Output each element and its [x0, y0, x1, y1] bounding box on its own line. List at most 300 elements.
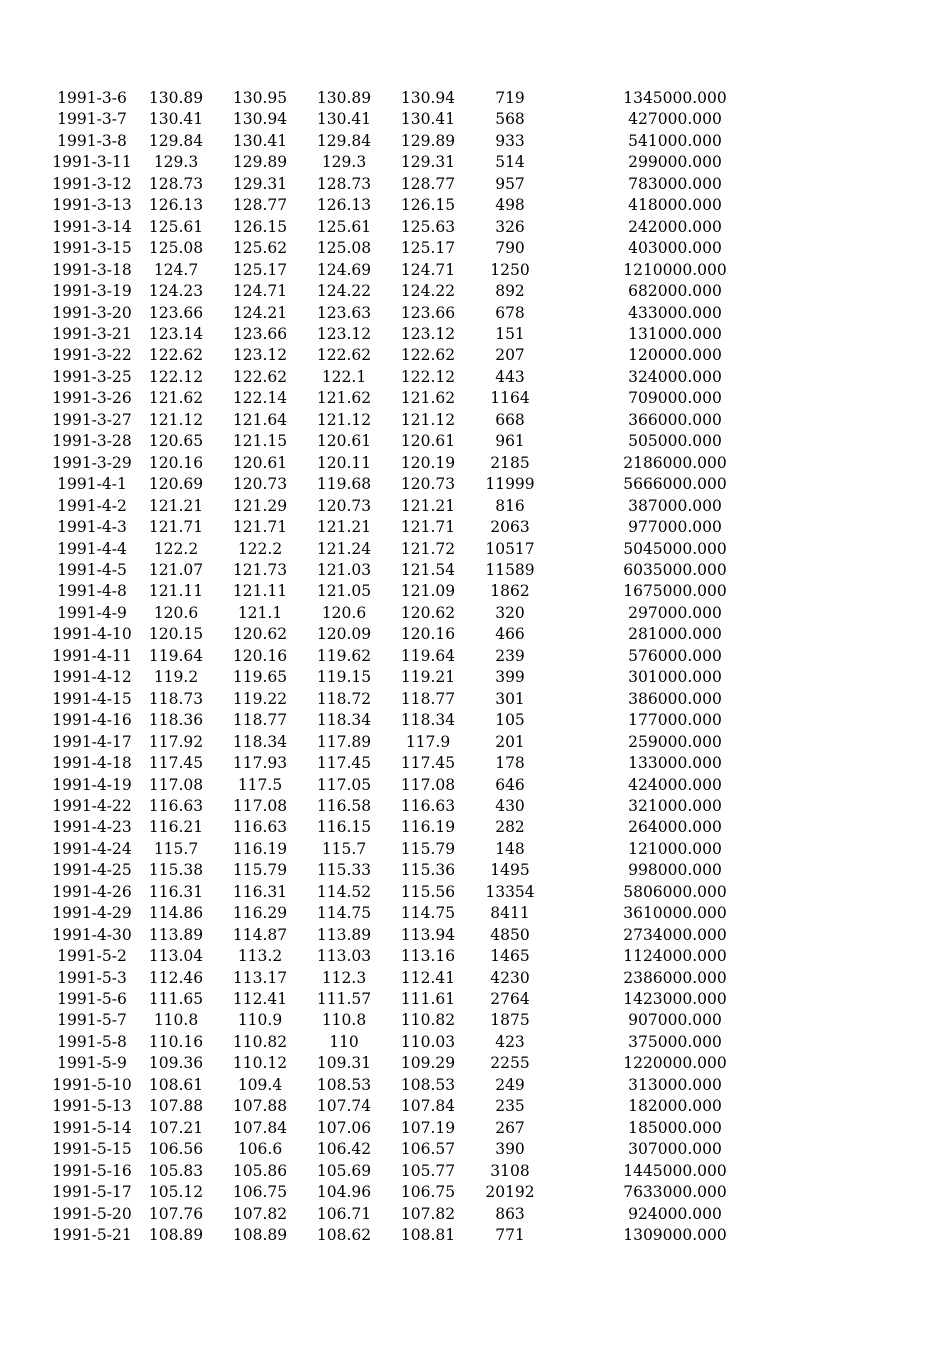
row-margin — [0, 345, 50, 366]
volume-cell: 2063 — [490, 518, 530, 537]
close-cell: 106.75 — [400, 1183, 456, 1202]
open-cell: 120.69 — [148, 475, 204, 494]
date-cell: 1991-4-8 — [57, 582, 127, 601]
amount-cell: 6035000.000 — [623, 560, 727, 579]
price-table — [0, 88, 950, 1246]
high-cell: 121.1 — [237, 603, 283, 622]
date-cell: 1991-4-2 — [57, 496, 127, 515]
high-cell: 121.64 — [232, 410, 288, 429]
high-cell: 107.88 — [232, 1097, 288, 1116]
open-cell: 122.12 — [148, 367, 204, 386]
row-margin — [0, 1204, 50, 1225]
amount-cell: 259000.000 — [628, 732, 722, 751]
high-cell: 123.66 — [232, 324, 288, 343]
amount-cell: 299000.000 — [628, 153, 722, 172]
row-margin — [0, 410, 50, 431]
amount-cell: 386000.000 — [628, 689, 722, 708]
volume-cell: 668 — [495, 410, 525, 429]
amount-cell: 5806000.000 — [623, 882, 727, 901]
volume-cell: 390 — [495, 1140, 525, 1159]
open-cell: 120.6 — [153, 603, 199, 622]
high-cell: 116.31 — [232, 882, 288, 901]
row-margin — [800, 968, 950, 989]
table-row — [0, 174, 950, 195]
high-cell: 122.62 — [232, 367, 288, 386]
close-cell: 130.94 — [400, 89, 456, 107]
table-row — [0, 903, 950, 924]
date-cell: 1991-4-22 — [52, 796, 132, 815]
low-cell: 115.33 — [316, 861, 372, 880]
volume-cell: 326 — [495, 217, 525, 236]
high-cell: 128.77 — [232, 196, 288, 215]
row-margin — [0, 324, 50, 345]
table-row — [0, 796, 950, 817]
row-margin — [0, 946, 50, 967]
low-cell: 130.41 — [316, 110, 372, 129]
date-cell: 1991-4-26 — [52, 882, 132, 901]
row-margin — [800, 1139, 950, 1160]
amount-cell: 1220000.000 — [623, 1054, 727, 1073]
table-row — [0, 388, 950, 409]
close-cell: 120.61 — [400, 432, 456, 451]
table-row — [0, 131, 950, 152]
table-row — [0, 260, 950, 281]
row-margin — [800, 517, 950, 538]
row-margin — [0, 1053, 50, 1074]
low-cell: 120.61 — [316, 432, 372, 451]
date-cell: 1991-5-7 — [57, 1011, 127, 1030]
row-margin — [800, 109, 950, 130]
row-margin — [0, 646, 50, 667]
volume-cell: 320 — [495, 603, 525, 622]
row-margin — [0, 496, 50, 517]
high-cell: 115.79 — [232, 861, 288, 880]
open-cell: 115.7 — [153, 839, 199, 858]
table-row — [0, 710, 950, 731]
date-cell: 1991-3-20 — [52, 303, 132, 322]
open-cell: 113.89 — [148, 925, 204, 944]
date-cell: 1991-4-11 — [52, 646, 132, 665]
low-cell: 128.73 — [316, 174, 372, 193]
open-cell: 130.41 — [148, 110, 204, 129]
table-row — [0, 1204, 950, 1225]
row-margin — [800, 667, 950, 688]
volume-cell: 235 — [495, 1097, 525, 1116]
close-cell: 121.54 — [400, 560, 456, 579]
row-margin — [800, 732, 950, 753]
row-margin — [0, 367, 50, 388]
low-cell: 119.68 — [316, 475, 372, 494]
row-margin — [0, 1161, 50, 1182]
low-cell: 111.57 — [316, 990, 372, 1009]
date-cell: 1991-4-23 — [52, 818, 132, 837]
date-cell: 1991-4-9 — [57, 603, 127, 622]
close-cell: 125.63 — [400, 217, 456, 236]
amount-cell: 924000.000 — [628, 1204, 722, 1223]
row-margin — [800, 131, 950, 152]
date-cell: 1991-3-14 — [52, 217, 132, 236]
open-cell: 120.65 — [148, 432, 204, 451]
row-margin — [800, 1182, 950, 1203]
close-cell: 129.89 — [400, 131, 456, 150]
volume-cell: 1862 — [490, 582, 530, 601]
row-margin — [800, 882, 950, 903]
open-cell: 116.21 — [148, 818, 204, 837]
row-margin — [0, 431, 50, 452]
table-row — [0, 324, 950, 345]
amount-cell: 1423000.000 — [623, 990, 727, 1009]
table-row — [0, 603, 950, 624]
close-cell: 105.77 — [400, 1161, 456, 1180]
close-cell: 121.62 — [400, 389, 456, 408]
row-margin — [0, 903, 50, 924]
amount-cell: 321000.000 — [628, 796, 722, 815]
amount-cell: 709000.000 — [628, 389, 722, 408]
amount-cell: 133000.000 — [628, 754, 722, 773]
date-cell: 1991-3-22 — [52, 346, 132, 365]
volume-cell: 430 — [495, 796, 525, 815]
date-cell: 1991-4-3 — [57, 518, 127, 537]
close-cell: 120.19 — [400, 453, 456, 472]
amount-cell: 301000.000 — [628, 668, 722, 687]
close-cell: 107.82 — [400, 1204, 456, 1223]
row-margin — [800, 989, 950, 1010]
amount-cell: 576000.000 — [628, 646, 722, 665]
low-cell: 113.03 — [316, 947, 372, 966]
high-cell: 106.75 — [232, 1183, 288, 1202]
high-cell: 116.29 — [232, 904, 288, 923]
table-row — [0, 775, 950, 796]
volume-cell: 201 — [495, 732, 525, 751]
close-cell: 110.82 — [400, 1011, 456, 1030]
low-cell: 129.3 — [321, 153, 367, 172]
row-margin — [0, 152, 50, 173]
close-cell: 119.21 — [400, 668, 456, 687]
row-margin — [0, 453, 50, 474]
high-cell: 119.65 — [232, 668, 288, 687]
low-cell: 126.13 — [316, 196, 372, 215]
table-row — [0, 1139, 950, 1160]
open-cell: 119.64 — [148, 646, 204, 665]
close-cell: 117.45 — [400, 754, 456, 773]
open-cell: 116.63 — [148, 796, 204, 815]
close-cell: 126.15 — [400, 196, 456, 215]
table-row — [0, 925, 950, 946]
amount-cell: 281000.000 — [628, 625, 722, 644]
close-cell: 121.21 — [400, 496, 456, 515]
row-margin — [0, 753, 50, 774]
high-cell: 121.11 — [232, 582, 288, 601]
amount-cell: 185000.000 — [628, 1118, 722, 1137]
close-cell: 115.79 — [400, 839, 456, 858]
table-row — [0, 817, 950, 838]
high-cell: 120.61 — [232, 453, 288, 472]
open-cell: 117.45 — [148, 754, 204, 773]
volume-cell: 2185 — [490, 453, 530, 472]
open-cell: 112.46 — [148, 968, 204, 987]
high-cell: 124.21 — [232, 303, 288, 322]
open-cell: 129.84 — [148, 131, 204, 150]
low-cell: 123.63 — [316, 303, 372, 322]
row-margin — [800, 260, 950, 281]
table-row — [0, 1096, 950, 1117]
low-cell: 110 — [329, 1032, 359, 1051]
high-cell: 129.31 — [232, 174, 288, 193]
date-cell: 1991-3-18 — [52, 260, 132, 279]
table-row — [0, 1118, 950, 1139]
volume-cell: 301 — [495, 689, 525, 708]
table-row — [0, 560, 950, 581]
table-row — [0, 410, 950, 431]
volume-cell: 568 — [495, 110, 525, 129]
open-cell: 121.62 — [148, 389, 204, 408]
amount-cell: 264000.000 — [628, 818, 722, 837]
low-cell: 124.69 — [316, 260, 372, 279]
date-cell: 1991-5-6 — [57, 990, 127, 1009]
volume-cell: 2255 — [490, 1054, 530, 1073]
open-cell: 106.56 — [148, 1140, 204, 1159]
close-cell: 115.56 — [400, 882, 456, 901]
row-margin — [800, 925, 950, 946]
date-cell: 1991-3-28 — [52, 432, 132, 451]
high-cell: 110.82 — [232, 1032, 288, 1051]
high-cell: 107.84 — [232, 1118, 288, 1137]
row-margin — [800, 388, 950, 409]
low-cell: 120.73 — [316, 496, 372, 515]
high-cell: 117.93 — [232, 754, 288, 773]
high-cell: 110.12 — [232, 1054, 288, 1073]
date-cell: 1991-4-1 — [57, 475, 127, 494]
row-margin — [0, 732, 50, 753]
close-cell: 109.29 — [400, 1054, 456, 1073]
low-cell: 115.7 — [321, 839, 367, 858]
row-margin — [800, 539, 950, 560]
table-row — [0, 624, 950, 645]
close-cell: 122.12 — [400, 367, 456, 386]
date-cell: 1991-3-6 — [57, 89, 127, 107]
table-row — [0, 367, 950, 388]
low-cell: 110.8 — [321, 1011, 367, 1030]
amount-cell: 433000.000 — [628, 303, 722, 322]
volume-cell: 239 — [495, 646, 525, 665]
close-cell: 128.77 — [400, 174, 456, 193]
close-cell: 113.94 — [400, 925, 456, 944]
date-cell: 1991-3-8 — [57, 131, 127, 150]
row-margin — [800, 903, 950, 924]
date-cell: 1991-5-13 — [52, 1097, 132, 1116]
low-cell: 120.6 — [321, 603, 367, 622]
row-margin — [0, 817, 50, 838]
date-cell: 1991-3-19 — [52, 282, 132, 301]
row-margin — [0, 539, 50, 560]
close-cell: 111.61 — [400, 990, 456, 1009]
low-cell: 123.12 — [316, 324, 372, 343]
amount-cell: 324000.000 — [628, 367, 722, 386]
open-cell: 108.61 — [148, 1075, 204, 1094]
open-cell: 120.15 — [148, 625, 204, 644]
volume-cell: 443 — [495, 367, 525, 386]
volume-cell: 957 — [495, 174, 525, 193]
high-cell: 120.73 — [232, 475, 288, 494]
close-cell: 112.41 — [400, 968, 456, 987]
amount-cell: 427000.000 — [628, 110, 722, 129]
volume-cell: 1875 — [490, 1011, 530, 1030]
table-row — [0, 646, 950, 667]
row-margin — [0, 860, 50, 881]
volume-cell: 790 — [495, 239, 525, 258]
date-cell: 1991-5-16 — [52, 1161, 132, 1180]
high-cell: 116.19 — [232, 839, 288, 858]
row-margin — [800, 281, 950, 302]
amount-cell: 297000.000 — [628, 603, 722, 622]
open-cell: 123.66 — [148, 303, 204, 322]
close-cell: 114.75 — [400, 904, 456, 923]
open-cell: 114.86 — [148, 904, 204, 923]
open-cell: 118.73 — [148, 689, 204, 708]
open-cell: 124.23 — [148, 282, 204, 301]
volume-cell: 423 — [495, 1032, 525, 1051]
row-margin — [0, 1010, 50, 1031]
volume-cell: 646 — [495, 775, 525, 794]
row-margin — [800, 1118, 950, 1139]
amount-cell: 121000.000 — [628, 839, 722, 858]
row-margin — [0, 882, 50, 903]
date-cell: 1991-5-8 — [57, 1032, 127, 1051]
row-margin — [800, 238, 950, 259]
close-cell: 117.9 — [405, 732, 451, 751]
high-cell: 112.41 — [232, 990, 288, 1009]
row-margin — [800, 174, 950, 195]
date-cell: 1991-5-20 — [52, 1204, 132, 1223]
row-margin — [800, 496, 950, 517]
volume-cell: 933 — [495, 131, 525, 150]
row-margin — [800, 581, 950, 602]
low-cell: 120.09 — [316, 625, 372, 644]
open-cell: 124.7 — [153, 260, 199, 279]
row-margin — [800, 1225, 950, 1246]
row-margin — [800, 1053, 950, 1074]
open-cell: 113.04 — [148, 947, 204, 966]
low-cell: 121.24 — [316, 539, 372, 558]
high-cell: 130.41 — [232, 131, 288, 150]
volume-cell: 1250 — [490, 260, 530, 279]
amount-cell: 5666000.000 — [623, 475, 727, 494]
date-cell: 1991-4-25 — [52, 861, 132, 880]
close-cell: 116.63 — [400, 796, 456, 815]
high-cell: 121.71 — [232, 518, 288, 537]
date-cell: 1991-5-21 — [52, 1226, 132, 1245]
low-cell: 125.08 — [316, 239, 372, 258]
row-margin — [800, 88, 950, 109]
table-row — [0, 1032, 950, 1053]
open-cell: 129.3 — [153, 153, 199, 172]
date-cell: 1991-5-3 — [57, 968, 127, 987]
row-margin — [0, 1225, 50, 1246]
date-cell: 1991-3-29 — [52, 453, 132, 472]
row-margin — [0, 667, 50, 688]
row-margin — [0, 388, 50, 409]
volume-cell: 466 — [495, 625, 525, 644]
close-cell: 123.12 — [400, 324, 456, 343]
table-row — [0, 217, 950, 238]
date-cell: 1991-5-2 — [57, 947, 127, 966]
date-cell: 1991-3-7 — [57, 110, 127, 129]
volume-cell: 514 — [495, 153, 525, 172]
row-margin — [800, 1032, 950, 1053]
date-cell: 1991-4-15 — [52, 689, 132, 708]
low-cell: 118.72 — [316, 689, 372, 708]
date-cell: 1991-3-21 — [52, 324, 132, 343]
high-cell: 114.87 — [232, 925, 288, 944]
close-cell: 120.62 — [400, 603, 456, 622]
date-cell: 1991-4-29 — [52, 904, 132, 923]
row-margin — [800, 946, 950, 967]
row-margin — [0, 109, 50, 130]
close-cell: 121.12 — [400, 410, 456, 429]
low-cell: 118.34 — [316, 711, 372, 730]
table-row — [0, 968, 950, 989]
table-row — [0, 667, 950, 688]
date-cell: 1991-5-17 — [52, 1183, 132, 1202]
table-row — [0, 238, 950, 259]
volume-cell: 1495 — [490, 861, 530, 880]
date-cell: 1991-5-10 — [52, 1075, 132, 1094]
row-margin — [0, 131, 50, 152]
high-cell: 123.12 — [232, 346, 288, 365]
high-cell: 117.08 — [232, 796, 288, 815]
date-cell: 1991-3-15 — [52, 239, 132, 258]
table-row — [0, 1075, 950, 1096]
open-cell: 119.2 — [153, 668, 199, 687]
row-margin — [0, 1118, 50, 1139]
row-margin — [800, 710, 950, 731]
open-cell: 128.73 — [148, 174, 204, 193]
close-cell: 122.62 — [400, 346, 456, 365]
amount-cell: 907000.000 — [628, 1011, 722, 1030]
row-margin — [800, 152, 950, 173]
row-margin — [800, 753, 950, 774]
close-cell: 115.36 — [400, 861, 456, 880]
amount-cell: 366000.000 — [628, 410, 722, 429]
row-margin — [800, 560, 950, 581]
table-row — [0, 345, 950, 366]
high-cell: 121.29 — [232, 496, 288, 515]
close-cell: 123.66 — [400, 303, 456, 322]
amount-cell: 418000.000 — [628, 196, 722, 215]
amount-cell: 1210000.000 — [623, 260, 727, 279]
row-margin — [0, 281, 50, 302]
close-cell: 129.31 — [400, 153, 456, 172]
date-cell: 1991-5-9 — [57, 1054, 127, 1073]
date-cell: 1991-4-5 — [57, 560, 127, 579]
date-cell: 1991-4-17 — [52, 732, 132, 751]
row-margin — [0, 195, 50, 216]
table-row — [0, 474, 950, 495]
row-margin — [800, 345, 950, 366]
amount-cell: 2186000.000 — [623, 453, 727, 472]
open-cell: 116.31 — [148, 882, 204, 901]
high-cell: 110.9 — [237, 1011, 283, 1030]
table-row — [0, 839, 950, 860]
table-row — [0, 1010, 950, 1031]
amount-cell: 182000.000 — [628, 1097, 722, 1116]
date-cell: 1991-4-19 — [52, 775, 132, 794]
high-cell: 118.34 — [232, 732, 288, 751]
amount-cell: 307000.000 — [628, 1140, 722, 1159]
amount-cell: 541000.000 — [628, 131, 722, 150]
close-cell: 108.81 — [400, 1226, 456, 1245]
table-row — [0, 1053, 950, 1074]
